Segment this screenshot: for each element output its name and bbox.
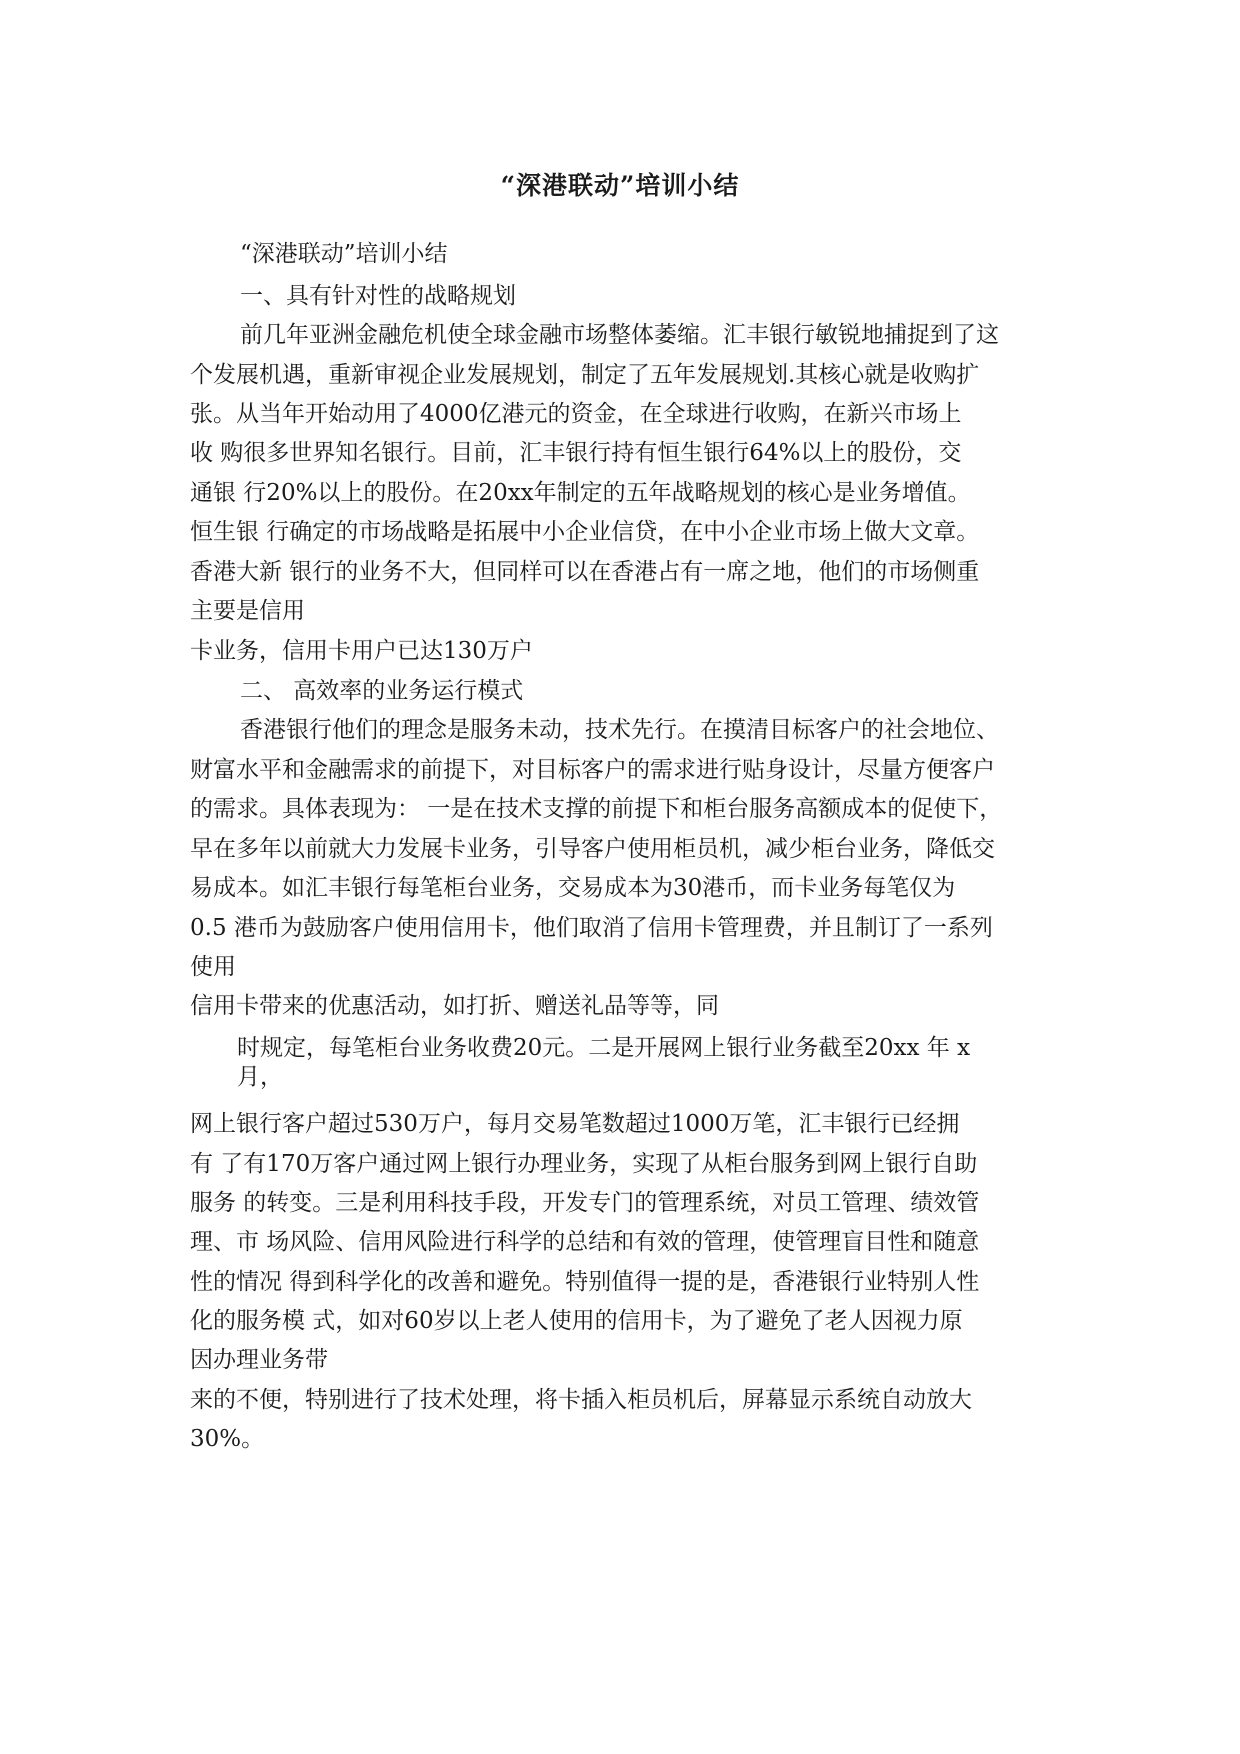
document-title: “深港联动”培训小结 [500, 171, 740, 200]
paragraph-line: 时规定，每笔柜台业务收费20元。二是开展网上银行业务截至20xx 年 x [237, 1035, 971, 1061]
paragraph-line: 月， [237, 1064, 283, 1090]
paragraph-line: 使用 [190, 954, 236, 980]
paragraph-line: 有 了有170万客户通过网上银行办理业务，实现了从柜台服务到网上银行自助 [190, 1151, 978, 1177]
paragraph-line: 香港银行他们的理念是服务未动，技术先行。在摸清目标客户的社会地位、 [240, 717, 999, 743]
paragraph-line: 前几年亚洲金融危机使全球金融市场整体萎缩。汇丰银行敏锐地捕捉到了这 [240, 322, 999, 348]
paragraph-line: 张。从当年开始动用了4000亿港元的资金，在全球进行收购，在新兴市场上 [190, 401, 962, 427]
paragraph-line: 来的不便，特别进行了技术处理，将卡插入柜员机后，屏幕显示系统自动放大 [190, 1387, 972, 1413]
paragraph-line: 信用卡带来的优惠活动，如打折、赠送礼品等等，同 [190, 993, 719, 1019]
paragraph-line: 通银 行20%以上的股份。在20xx年制定的五年战略规划的核心是业务增值。 [190, 480, 971, 506]
paragraph-line: 财富水平和金融需求的前提下，对目标客户的需求进行贴身设计，尽量方便客户 [190, 757, 995, 783]
section-heading: 一、具有针对性的战略规划 [240, 283, 516, 309]
paragraph-line: 恒生银 行确定的市场战略是拓展中小企业信贷，在中小企业市场上做大文章。 [190, 519, 980, 545]
paragraph-line: 主要是信用 [190, 598, 305, 624]
paragraph-line: 网上银行客户超过530万户，每月交易笔数超过1000万笔，汇丰银行已经拥 [190, 1111, 960, 1137]
paragraph-line: 理、市 场风险、信用风险进行科学的总结和有效的管理，使管理盲目性和随意 [190, 1229, 980, 1255]
section-heading: 二、 高效率的业务运行模式 [240, 678, 524, 704]
paragraph-line: 服务 的转变。三是利用科技手段，开发专门的管理系统，对员工管理、绩效管 [190, 1190, 980, 1216]
paragraph-line: 因办理业务带 [190, 1347, 328, 1373]
paragraph-line: “深港联动”培训小结 [240, 241, 448, 267]
paragraph-line: 早在多年以前就大力发展卡业务，引导客户使用柜员机，减少柜台业务，降低交 [190, 836, 995, 862]
paragraph-line: 收 购很多世界知名银行。目前，汇丰银行持有恒生银行64%以上的股份，交 [190, 440, 962, 466]
paragraph-line: 卡业务，信用卡用户已达130万户 [190, 638, 533, 664]
paragraph-line: 香港大新 银行的业务不大，但同样可以在香港占有一席之地，他们的市场侧重 [190, 559, 980, 585]
paragraph-line: 0.5 港币为鼓励客户使用信用卡，他们取消了信用卡管理费，并且制订了一系列 [190, 915, 993, 941]
paragraph-line: 个发展机遇，重新审视企业发展规划，制定了五年发展规划.其核心就是收购扩 [190, 362, 980, 388]
paragraph-line: 化的服务模 式，如对60岁以上老人使用的信用卡，为了避免了老人因视力原 [190, 1308, 963, 1334]
paragraph-line: 易成本。如汇丰银行每笔柜台业务，交易成本为30港币，而卡业务每笔仅为 [190, 875, 956, 901]
paragraph-line: 性的情况 得到科学化的改善和避免。特别值得一提的是，香港银行业特别人性 [190, 1269, 980, 1295]
paragraph-line: 的需求。具体表现为： 一是在技术支撑的前提下和柜台服务高额成本的促使下， [190, 796, 1003, 822]
paragraph-line: 30%。 [190, 1426, 265, 1452]
